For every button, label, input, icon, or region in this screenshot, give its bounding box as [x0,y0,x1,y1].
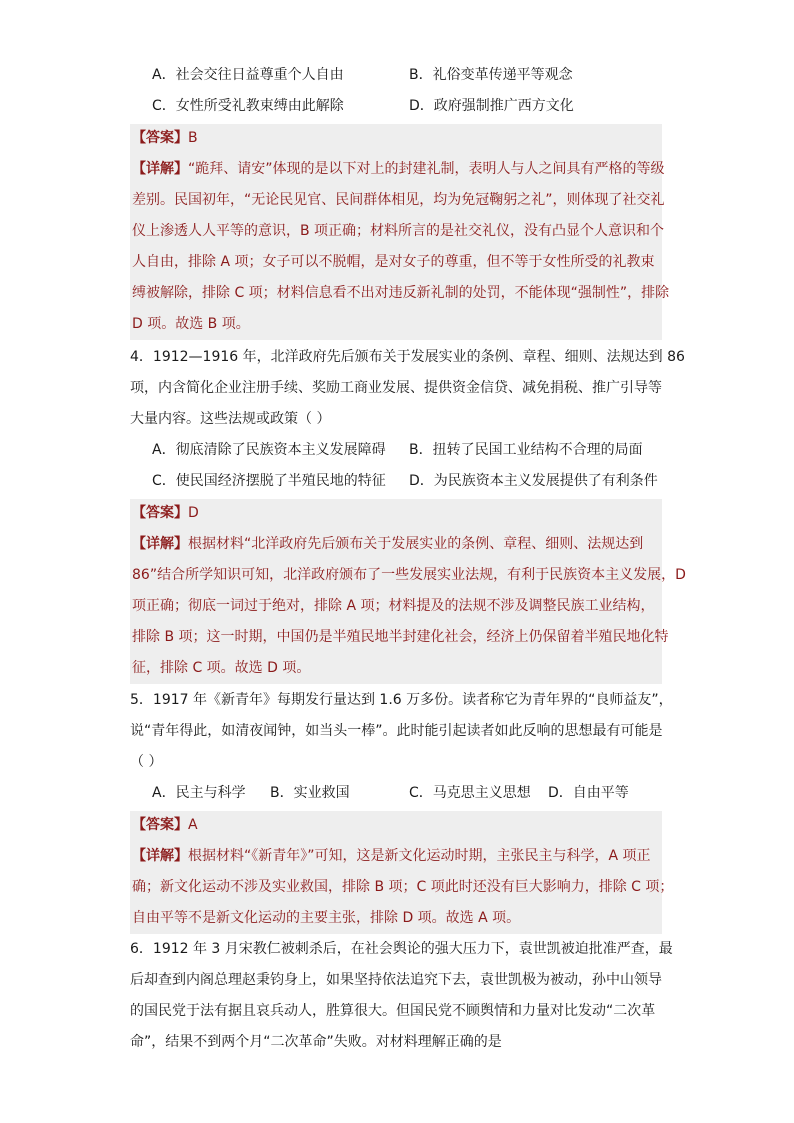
q6-stem-line-1: 6．1912 年 3 月宋教仁被刺杀后，在社会舆论的强大压力下，袁世凯被迫批准严查，最 [130,941,673,957]
q3-option-c: C．女性所受礼教束缚由此解除 [152,98,344,114]
answer-tag: 【答案】 [132,130,188,146]
q5-option-b: B．实业救国 [270,785,350,801]
q3-detail-text: “跪拜、请安”体现的是以下对上的封建礼制，表明人与人之间具有严格的等级 [188,161,665,177]
detail-tag: 【详解】 [132,848,188,864]
q5-stem-line-3: （ ） [130,754,163,770]
q5-stem-line-1: 5．1917 年《新青年》每期发行量达到 1.6 万多份。读者称它为青年界的“良师益友”， [130,692,673,708]
q4-option-c: C．使民国经济摆脱了半殖民地的特征 [152,473,386,489]
q4-option-a: A．彻底清除了民族资本主义发展障碍 [152,442,386,458]
q6-stem-line-2: 后却查到内阁总理赵秉钧身上，如果坚持依法追究下去，袁世凯极为被动，孙中山领导 [130,972,662,988]
answer-tag: 【答案】 [132,817,188,833]
q5-option-d: D．自由平等 [548,785,629,801]
q3-answer-line [132,128,198,148]
detail-tag: 【详解】 [132,536,188,552]
q6-stem-line-3: 的国民党于法有据且哀兵动人，胜算很大。但国民党不顾舆情和力量对比发动“二次革 [130,1003,656,1019]
q4-answer-block [130,499,686,684]
q3-option-a: A．社会交往日益尊重个人自由 [152,67,344,83]
q4-stem-line-1: 4．1912—1916 年，北洋政府先后颁布关于发展实业的条例、章程、细则、法规达到 86 [130,349,685,365]
q6-stem-line-4: 命”，结果不到两个月“二次革命”失败。对材料理解正确的是 [130,1034,502,1050]
answer-tag: 【答案】 [132,505,188,521]
q5-detail-text: 根据材料“《新青年》”可知，这是新文化运动时期，主张民主与科学，A 项正 [188,848,651,864]
q4-detail-text: 根据材料“北洋政府先后颁布关于发展实业的条例、章程、细则、法规达到 [188,536,644,552]
q5-detail-line-2: 确；新文化运动不涉及实业救国，排除 B 项；C 项此时还没有巨大影响力，排除 C 项； [132,879,674,895]
detail-tag: 【详解】 [132,161,188,177]
q5-answer-block [130,811,674,934]
q5-detail-line-3: 自由平等不是新文化运动的主要主张，排除 D 项。故选 A 项。 [132,910,521,926]
q3-option-d: D．政府强制推广西方文化 [409,98,574,114]
q4-detail-line-2: 86”结合所学知识可知，北洋政府颁布了一些发展实业法规，有利于民族资本主义发展，D [132,567,686,583]
q3-answer-block [130,124,670,340]
q5-answer-value: A [188,817,198,833]
q3-option-b: B．礼俗变革传递平等观念 [409,67,573,83]
q4-detail-line-1 [132,534,643,554]
q3-detail-line-2: 差别。民国初年，“无论民见官、民间群体相见，均为免冠鞠躬之礼”，则体现了社交礼 [132,192,665,208]
q3-answer-value: B [188,130,198,146]
q5-option-c: C．马克思主义思想 [409,785,531,801]
q4-answer-line [132,503,199,523]
q4-detail-line-4: 排除 B 项；这一时期，中国仍是半殖民地半封建化社会，经济上仍保留着半殖民地化特 [132,629,669,645]
q3-detail-line-1 [132,159,665,179]
q5-option-a: A．民主与科学 [152,785,246,801]
q4-stem-line-2: 项，内含简化企业注册手续、奖励工商业发展、提供资金信贷、减免捐税、推广引导等 [130,380,662,396]
q4-stem-line-3: 大量内容。这些法规或政策（ ） [130,411,331,427]
q5-detail-line-1 [132,846,651,866]
q4-detail-line-5: 征，排除 C 项。故选 D 项。 [132,660,311,676]
q3-detail-line-6: D 项。故选 B 项。 [132,316,250,332]
q4-detail-line-3: 项正确；彻底一词过于绝对，排除 A 项；材料提及的法规不涉及调整民族工业结构， [132,598,655,614]
q4-option-b: B．扭转了民国工业结构不合理的局面 [409,442,643,458]
q5-answer-line [132,815,198,835]
q3-detail-line-4: 人自由，排除 A 项；女子可以不脱帽，是对女子的尊重，但不等于女性所受的礼教束 [132,254,655,270]
q5-stem-line-2: 说“青年得此，如清夜闻钟，如当头一棒”。此时能引起读者如此反响的思想最有可能是 [130,723,663,739]
q3-detail-line-5: 缚被解除，排除 C 项；材料信息看不出对违反新礼制的处罚，不能体现“强制性”，排除 [132,285,670,301]
q4-option-d: D．为民族资本主义发展提供了有利条件 [409,473,658,489]
q4-answer-value: D [188,505,199,521]
q3-detail-line-3: 仪上渗透人人平等的意识，B 项正确；材料所言的是社交礼仪，没有凸显个人意识和个 [132,223,665,239]
